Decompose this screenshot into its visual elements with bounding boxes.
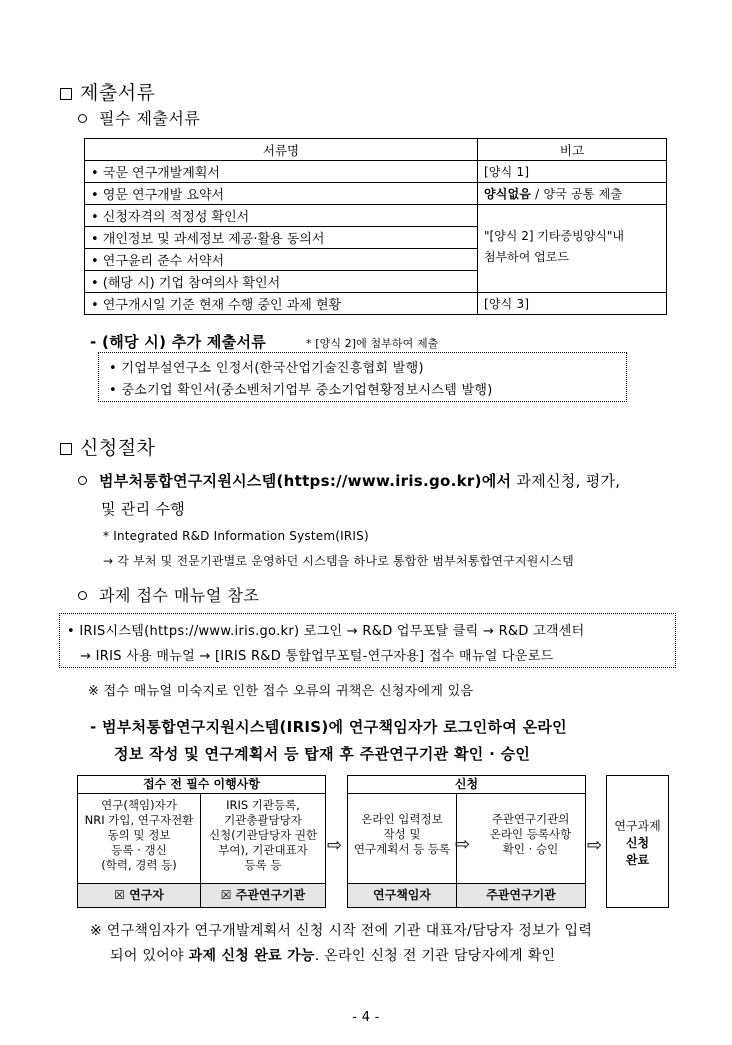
procedure-item-manual (78, 583, 259, 606)
column-header-doc-name: 서류명 (85, 139, 478, 161)
doc-name-cell: • 영문 연구개발 요약서 (85, 183, 478, 205)
table-row (85, 205, 667, 227)
column-header-remarks: 비고 (478, 139, 667, 161)
footnote-line: ※ 연구책임자가 연구개발계획서 신청 시작 전에 기관 대표자/담당자 정보가 입력 (90, 923, 593, 939)
extra-doc-item: • 기업부설연구소 인정서(한국산업기술진흥협회 발행) (109, 361, 424, 376)
manual-heading-text: 과제 접수 매뉴얼 참조 (99, 586, 260, 605)
arrow-right-icon: ⇨ (327, 835, 343, 856)
remarks-line: 첨부하여 업로드 (484, 250, 569, 264)
section-title: 신청절차 (80, 437, 156, 459)
group-title: 신청 (348, 776, 585, 794)
institution-step-text: IRIS 기관등록, 기관총괄담당자 신청(기관담당자 권한 부여), 기관대표자 등록 등 (208, 798, 318, 872)
arrow-right-icon: ⇨ (455, 834, 471, 855)
iris-acronym-note: * Integrated R&D Information System(IRIS) (103, 529, 369, 543)
table-row (85, 161, 667, 183)
procedure-item-iris (78, 470, 620, 491)
required-documents-table (84, 138, 667, 315)
manual-warning-note: ※ 접수 매뉴얼 미숙지로 인한 접수 오류의 귀책은 신청자에게 있음 (88, 684, 474, 699)
remarks-merged-cell (478, 205, 667, 293)
actor-label: 주관연구기관 (457, 883, 585, 907)
doc-name-cell: • 연구개시일 기준 현재 수행 중인 과제 현황 (85, 293, 478, 315)
institution-approve-step-text: 주관연구기관의 온라인 등록사항 확인 · 승인 (489, 812, 572, 856)
doc-name-cell: • 국문 연구개발계획서 (85, 161, 478, 183)
footnote-text: . 온라인 신청 전 기관 담당자에게 확인 (314, 948, 556, 964)
doc-name-cell: • 개인정보 및 과세정보 제공·활용 동의서 (85, 227, 478, 249)
circle-bullet-icon (78, 476, 87, 485)
manual-line: → IRIS 사용 매뉴얼 → [IRIS R&D 통합업무포털-연구자용] 접수 매뉴얼 다운로드 (80, 649, 554, 664)
footnote-text: 되어 있어야 (110, 948, 189, 964)
sub-heading-required-docs (78, 106, 200, 129)
remarks-bold-text: 양식없음 (484, 187, 532, 201)
researcher-apply-step-text: 온라인 입력정보 작성 및 연구계획서 등 등록 (353, 812, 451, 856)
checkbox-square-icon (60, 443, 72, 455)
remarks-cell: [양식 1] (478, 161, 667, 183)
actor-label: ☒ 연구자 (78, 883, 200, 907)
procedure-item-line2: 및 관리 수행 (101, 500, 186, 518)
remarks-line: "[양식 2] 기타증빙양식"내 (484, 229, 624, 243)
section-title: 제출서류 (80, 82, 156, 104)
researcher-step-text: 연구(책임)자가 NRI 가입, 연구자전환 동의 및 정보 등록 · 갱신 (학력, 경력 등) (84, 798, 194, 872)
arrow-right-icon: ⇨ (587, 835, 603, 856)
footnote-bold-text: 과제 신청 완료 가능 (188, 948, 315, 964)
remarks-text: / 양국 공통 제출 (531, 187, 623, 201)
page-number: - 4 - (352, 1010, 380, 1025)
table-row (85, 293, 667, 315)
section-heading-procedure (60, 433, 155, 460)
extra-doc-item: • 중소기업 확인서(중소벤처기업부 중소기업현황정보시스템 발행) (109, 383, 493, 398)
extra-docs-box (98, 352, 627, 402)
iris-description-note: → 각 부처 및 전문기관별로 운영하던 시스템을 하나로 통합한 범부처통합연구지원시스템 (103, 554, 574, 568)
doc-name-cell: • 연구윤리 준수 서약서 (85, 249, 478, 271)
iris-item-text: 과제신청, 평가, (511, 472, 621, 490)
manual-instructions-box (59, 613, 676, 668)
procedure-dash-line: - 범부처통합연구지원시스템(IRIS)에 연구책임자가 로그인하여 온라인 (90, 718, 567, 736)
remarks-cell (478, 183, 667, 205)
section-heading-documents (60, 78, 155, 105)
actor-label: 연구책임자 (348, 883, 456, 907)
remarks-cell: [양식 3] (478, 293, 667, 315)
sub-heading-text: 필수 제출서류 (99, 109, 201, 128)
group-title: 접수 전 필수 이행사항 (78, 776, 325, 794)
table-row (85, 183, 667, 205)
circle-bullet-icon (78, 591, 87, 600)
doc-name-cell: • (해당 시) 기업 참여의사 확인서 (85, 271, 478, 293)
application-group-box (347, 775, 586, 908)
doc-name-cell: • 신청자격의 적정성 확인서 (85, 205, 478, 227)
iris-system-bold-text: 범부처통합연구지원시스템(https://www.iris.go.kr)에서 (99, 472, 512, 490)
prerequisite-group-box (77, 775, 326, 908)
actor-label: ☒ 주관연구기관 (201, 883, 325, 907)
checkbox-square-icon (60, 88, 72, 100)
footnote-line (110, 945, 555, 965)
circle-bullet-icon (78, 114, 87, 123)
extra-docs-heading: - (해당 시) 추가 제출서류 (90, 333, 267, 351)
manual-line: • IRIS시스템(https://www.iris.go.kr) 로그인 → R&D 업무포탈 클릭 → R&D 고객센터 (67, 624, 585, 639)
procedure-dash-line: 정보 작성 및 연구계획서 등 탑재 후 주관연구기관 확인 · 승인 (114, 745, 531, 763)
completion-text: 연구과제 신청 완료 (614, 819, 661, 867)
completion-box (606, 775, 669, 908)
table-header-row (85, 139, 667, 161)
extra-docs-note: * [양식 2]에 첨부하여 제출 (306, 337, 439, 350)
